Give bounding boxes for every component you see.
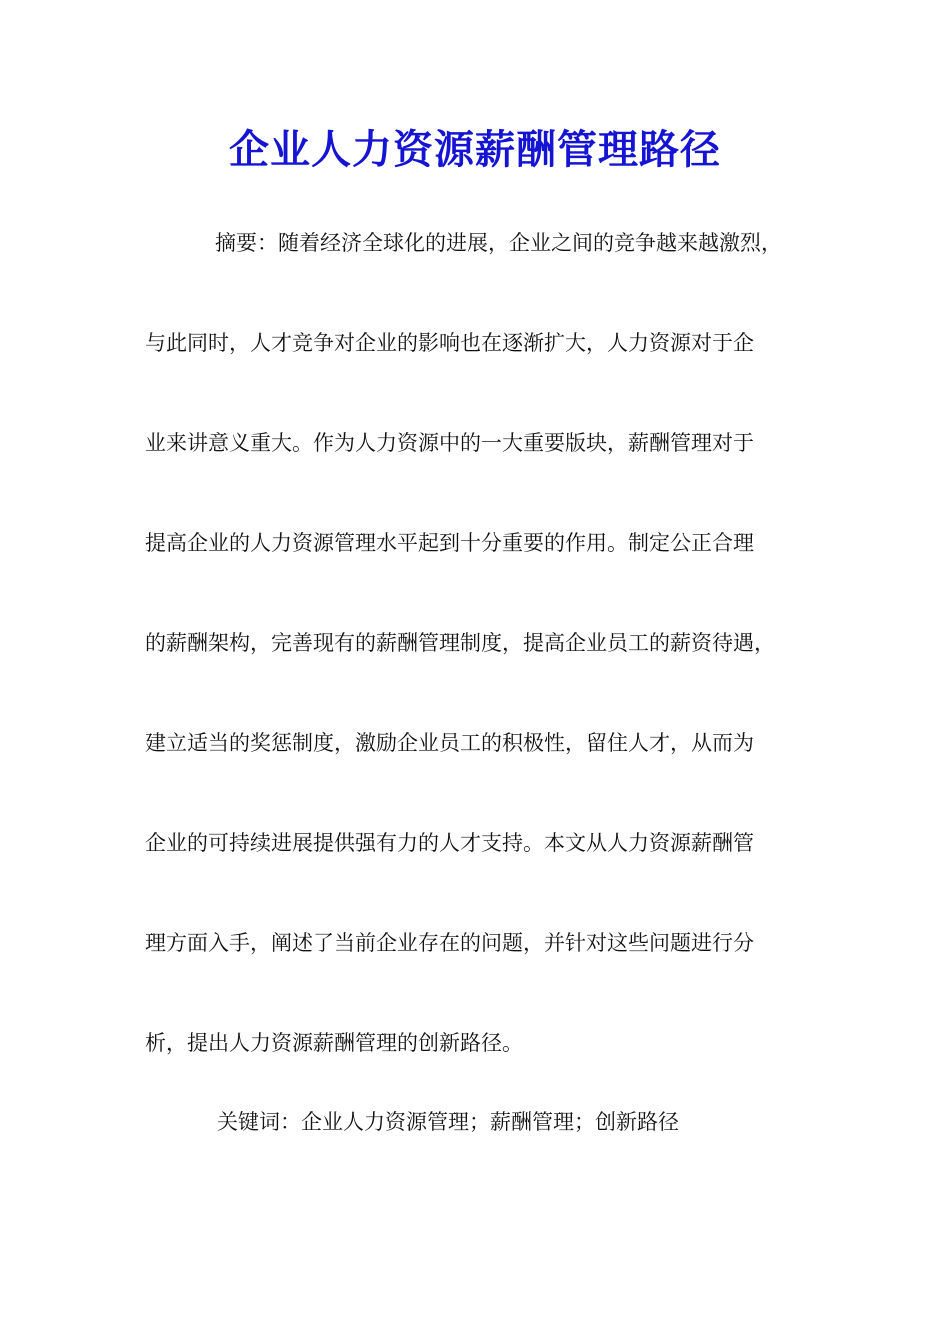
abstract-line: 理方面入手，阐述了当前企业存在的问题，并针对这些问题进行分 — [145, 931, 754, 955]
keywords-line: 关键词：企业人力资源管理；薪酬管理；创新路径 — [217, 1110, 679, 1134]
abstract-line: 建立适当的奖惩制度，激励企业员工的积极性，留住人才，从而为 — [145, 731, 754, 755]
abstract-line: 与此同时，人才竞争对企业的影响也在逐渐扩大，人力资源对于企 — [145, 331, 754, 355]
abstract-line: 企业的可持续进展提供强有力的人才支持。本文从人力资源薪酬管 — [145, 831, 754, 855]
abstract-line: 的薪酬架构，完善现有的薪酬管理制度，提高企业员工的薪资待遇， — [145, 631, 775, 655]
document-title: 企业人力资源薪酬管理路径 — [229, 126, 721, 173]
abstract-line: 业来讲意义重大。作为人力资源中的一大重要版块，薪酬管理对于 — [145, 431, 754, 455]
abstract-section — [145, 215, 820, 1115]
abstract-line: 摘要：随着经济全球化的进展，企业之间的竞争越来越激烈， — [215, 231, 782, 255]
abstract-line: 析，提出人力资源薪酬管理的创新路径。 — [145, 1031, 523, 1055]
abstract-line: 提高企业的人力资源管理水平起到十分重要的作用。制定公正合理 — [145, 531, 754, 555]
